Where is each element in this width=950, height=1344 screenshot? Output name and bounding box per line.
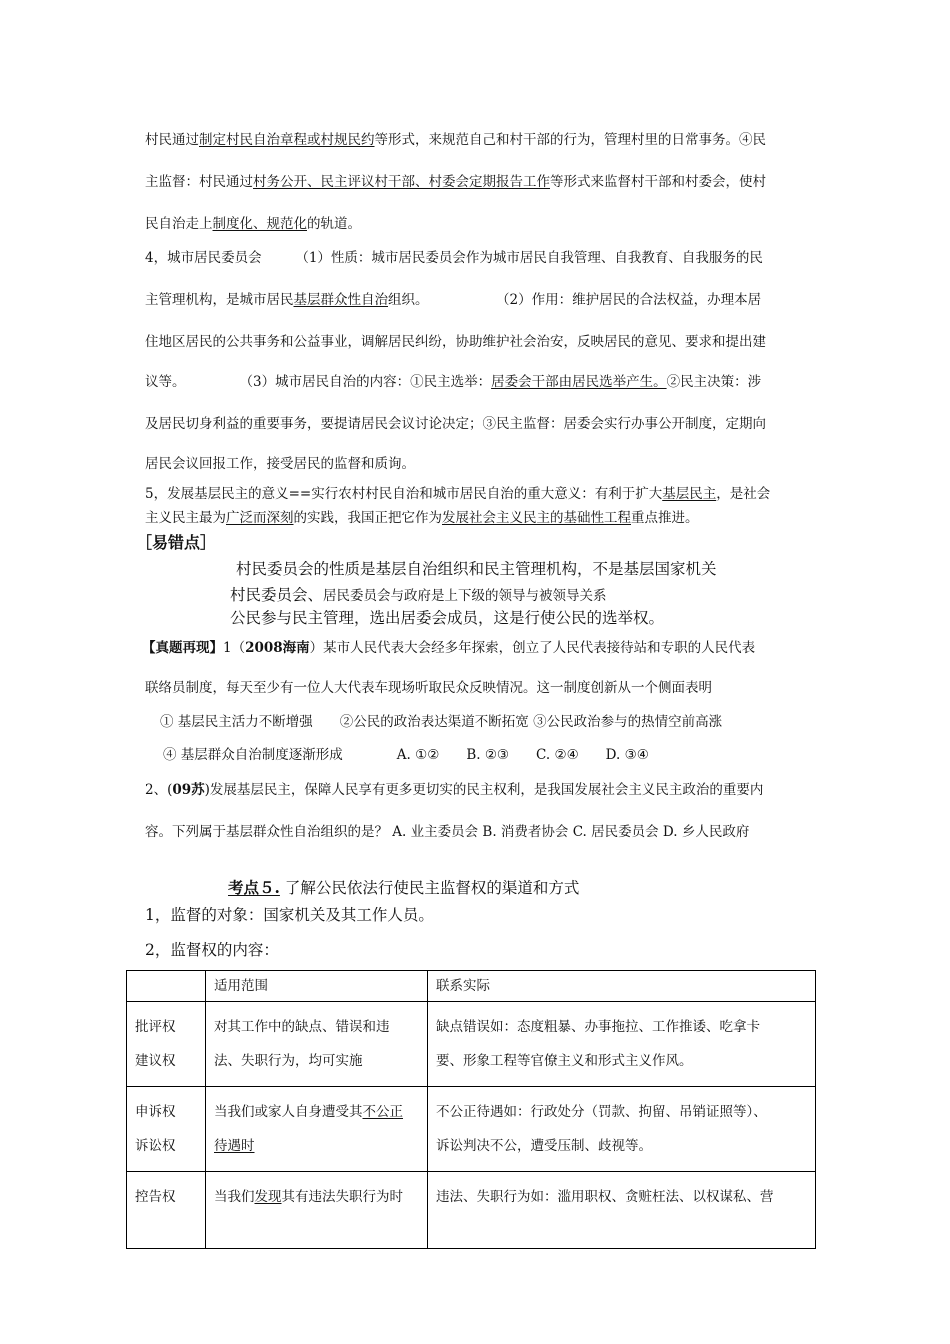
table-cell: 当我们发现其有违法失职行为时 <box>206 1172 428 1249</box>
table-header-row <box>127 971 816 1002</box>
table-header-cell: 适用范围 <box>206 971 428 1002</box>
question2-line1: 2、(09苏)发展基层民主，保障人民享有更多更切实的民主权利，是我国发展社会主义民主政治的重要内 <box>145 782 764 798</box>
table-row <box>127 1172 816 1249</box>
para1-line1: 村民通过制定村民自治章程或村规民约等形式，来规范自己和村干部的行为，管理村里的日常事务。④民 <box>145 132 766 148</box>
table-header-cell <box>127 971 206 1002</box>
table-cell: 不公正待遇如：行政处分（罚款、拘留、吊销证照等）、 诉讼判决不公，遭受压制、歧视等。 <box>428 1087 816 1172</box>
error-point-1: 村民委员会的性质是基层自治组织和民主管理机构，不是基层国家机关 <box>236 560 717 578</box>
para2-line5: 及居民切身利益的重要事务，要提请居民会议讨论决定；③民主监督：居委会实行办事公开制度，定期向 <box>145 416 766 432</box>
table-cell: 批评权 建议权 <box>127 1002 206 1087</box>
question1-options-2: ④ 基层群众自治制度逐渐形成 A. ①② B. ②③ C. ②④ D. ③④ <box>163 747 649 763</box>
table-cell: 对其工作中的缺点、错误和违 法、失职行为，均可实施 <box>206 1002 428 1087</box>
table-row <box>127 1002 816 1087</box>
question1-line2: 联络员制度，每天至少有一位人大代表车现场听取民众反映情况。这一制度创新从一个侧面表明 <box>145 680 712 696</box>
error-point-2: 村民委员会、居民委员会与政府是上下级的领导与被领导关系 <box>230 586 607 604</box>
error-point-3: 公民参与民主管理，选出居委会成员，这是行使公民的选举权。 <box>230 609 665 627</box>
para3-line2: 主义民主最为广泛而深刻的实践，我国正把它作为发展社会主义民主的基础性工程重点推进。 <box>145 510 699 526</box>
para1-line3: 民自治走上制度化、规范化的轨道。 <box>145 216 361 232</box>
real-questions-label: 【真题再现】 <box>142 640 223 656</box>
error-points-header: ［易错点］ <box>136 533 217 552</box>
table-header-cell: 联系实际 <box>428 971 816 1002</box>
para3-line1: 5，发展基层民主的意义==实行农村村民自治和城市居民自治的重大意义：有利于扩大基层民主，是社会 <box>145 486 771 502</box>
section5-item1: 1，监督的对象：国家机关及其工作人员。 <box>145 906 434 924</box>
table-cell: 申诉权 诉讼权 <box>127 1087 206 1172</box>
section5-title: 考点５. 了解公民依法行使民主监督权的渠道和方式 <box>228 878 580 897</box>
section5-item2: 2，监督权的内容： <box>145 941 279 959</box>
para2-line1: 4，城市居民委员会 （1）性质：城市居民委员会作为城市居民自我管理、自我教育、自我服务的民 <box>145 250 763 266</box>
rights-table <box>126 970 816 1249</box>
para2-line4: 议等。 （3）城市居民自治的内容：①民主选举：居委会干部由居民选举产生。②民主决策：涉 <box>145 374 762 390</box>
question2-line2: 容。下列属于基层群众性自治组织的是？ A. 业主委员会 B. 消费者协会 C. 居民委员会 D. 乡人民政府 <box>145 824 750 840</box>
table-cell: 当我们或家人自身遭受其不公正 待遇时 <box>206 1087 428 1172</box>
question1-options-1: ① 基层民主活力不断增强 ②公民的政治表达渠道不断拓宽 ③公民政治参与的热情空前高涨 <box>160 714 723 730</box>
para2-line6: 居民会议回报工作，接受居民的监督和质询。 <box>145 456 415 472</box>
para2-line2: 主管理机构，是城市居民基层群众性自治组织。 （2）作用：维护居民的合法权益，办理本居 <box>145 292 762 308</box>
question1-line1: 【真题再现】1（2008海南）某市人民代表大会经多年探索，创立了人民代表接待站和专职的人民代表 <box>142 640 756 656</box>
table-cell: 缺点错误如：态度粗暴、办事拖拉、工作推诿、吃拿卡 要、形象工程等官僚主义和形式主义作风。 <box>428 1002 816 1087</box>
table-cell: 控告权 <box>127 1172 206 1249</box>
table-row <box>127 1087 816 1172</box>
para2-line3: 住地区居民的公共事务和公益事业，调解居民纠纷，协助维护社会治安，反映居民的意见、要求和提出建 <box>145 334 766 350</box>
table-cell: 违法、失职行为如：滥用职权、贪赃枉法、以权谋私、营 <box>428 1172 816 1249</box>
para1-line2: 主监督：村民通过村务公开、民主评议村干部、村委会定期报告工作等形式来监督村干部和村委会，使村 <box>145 174 766 190</box>
